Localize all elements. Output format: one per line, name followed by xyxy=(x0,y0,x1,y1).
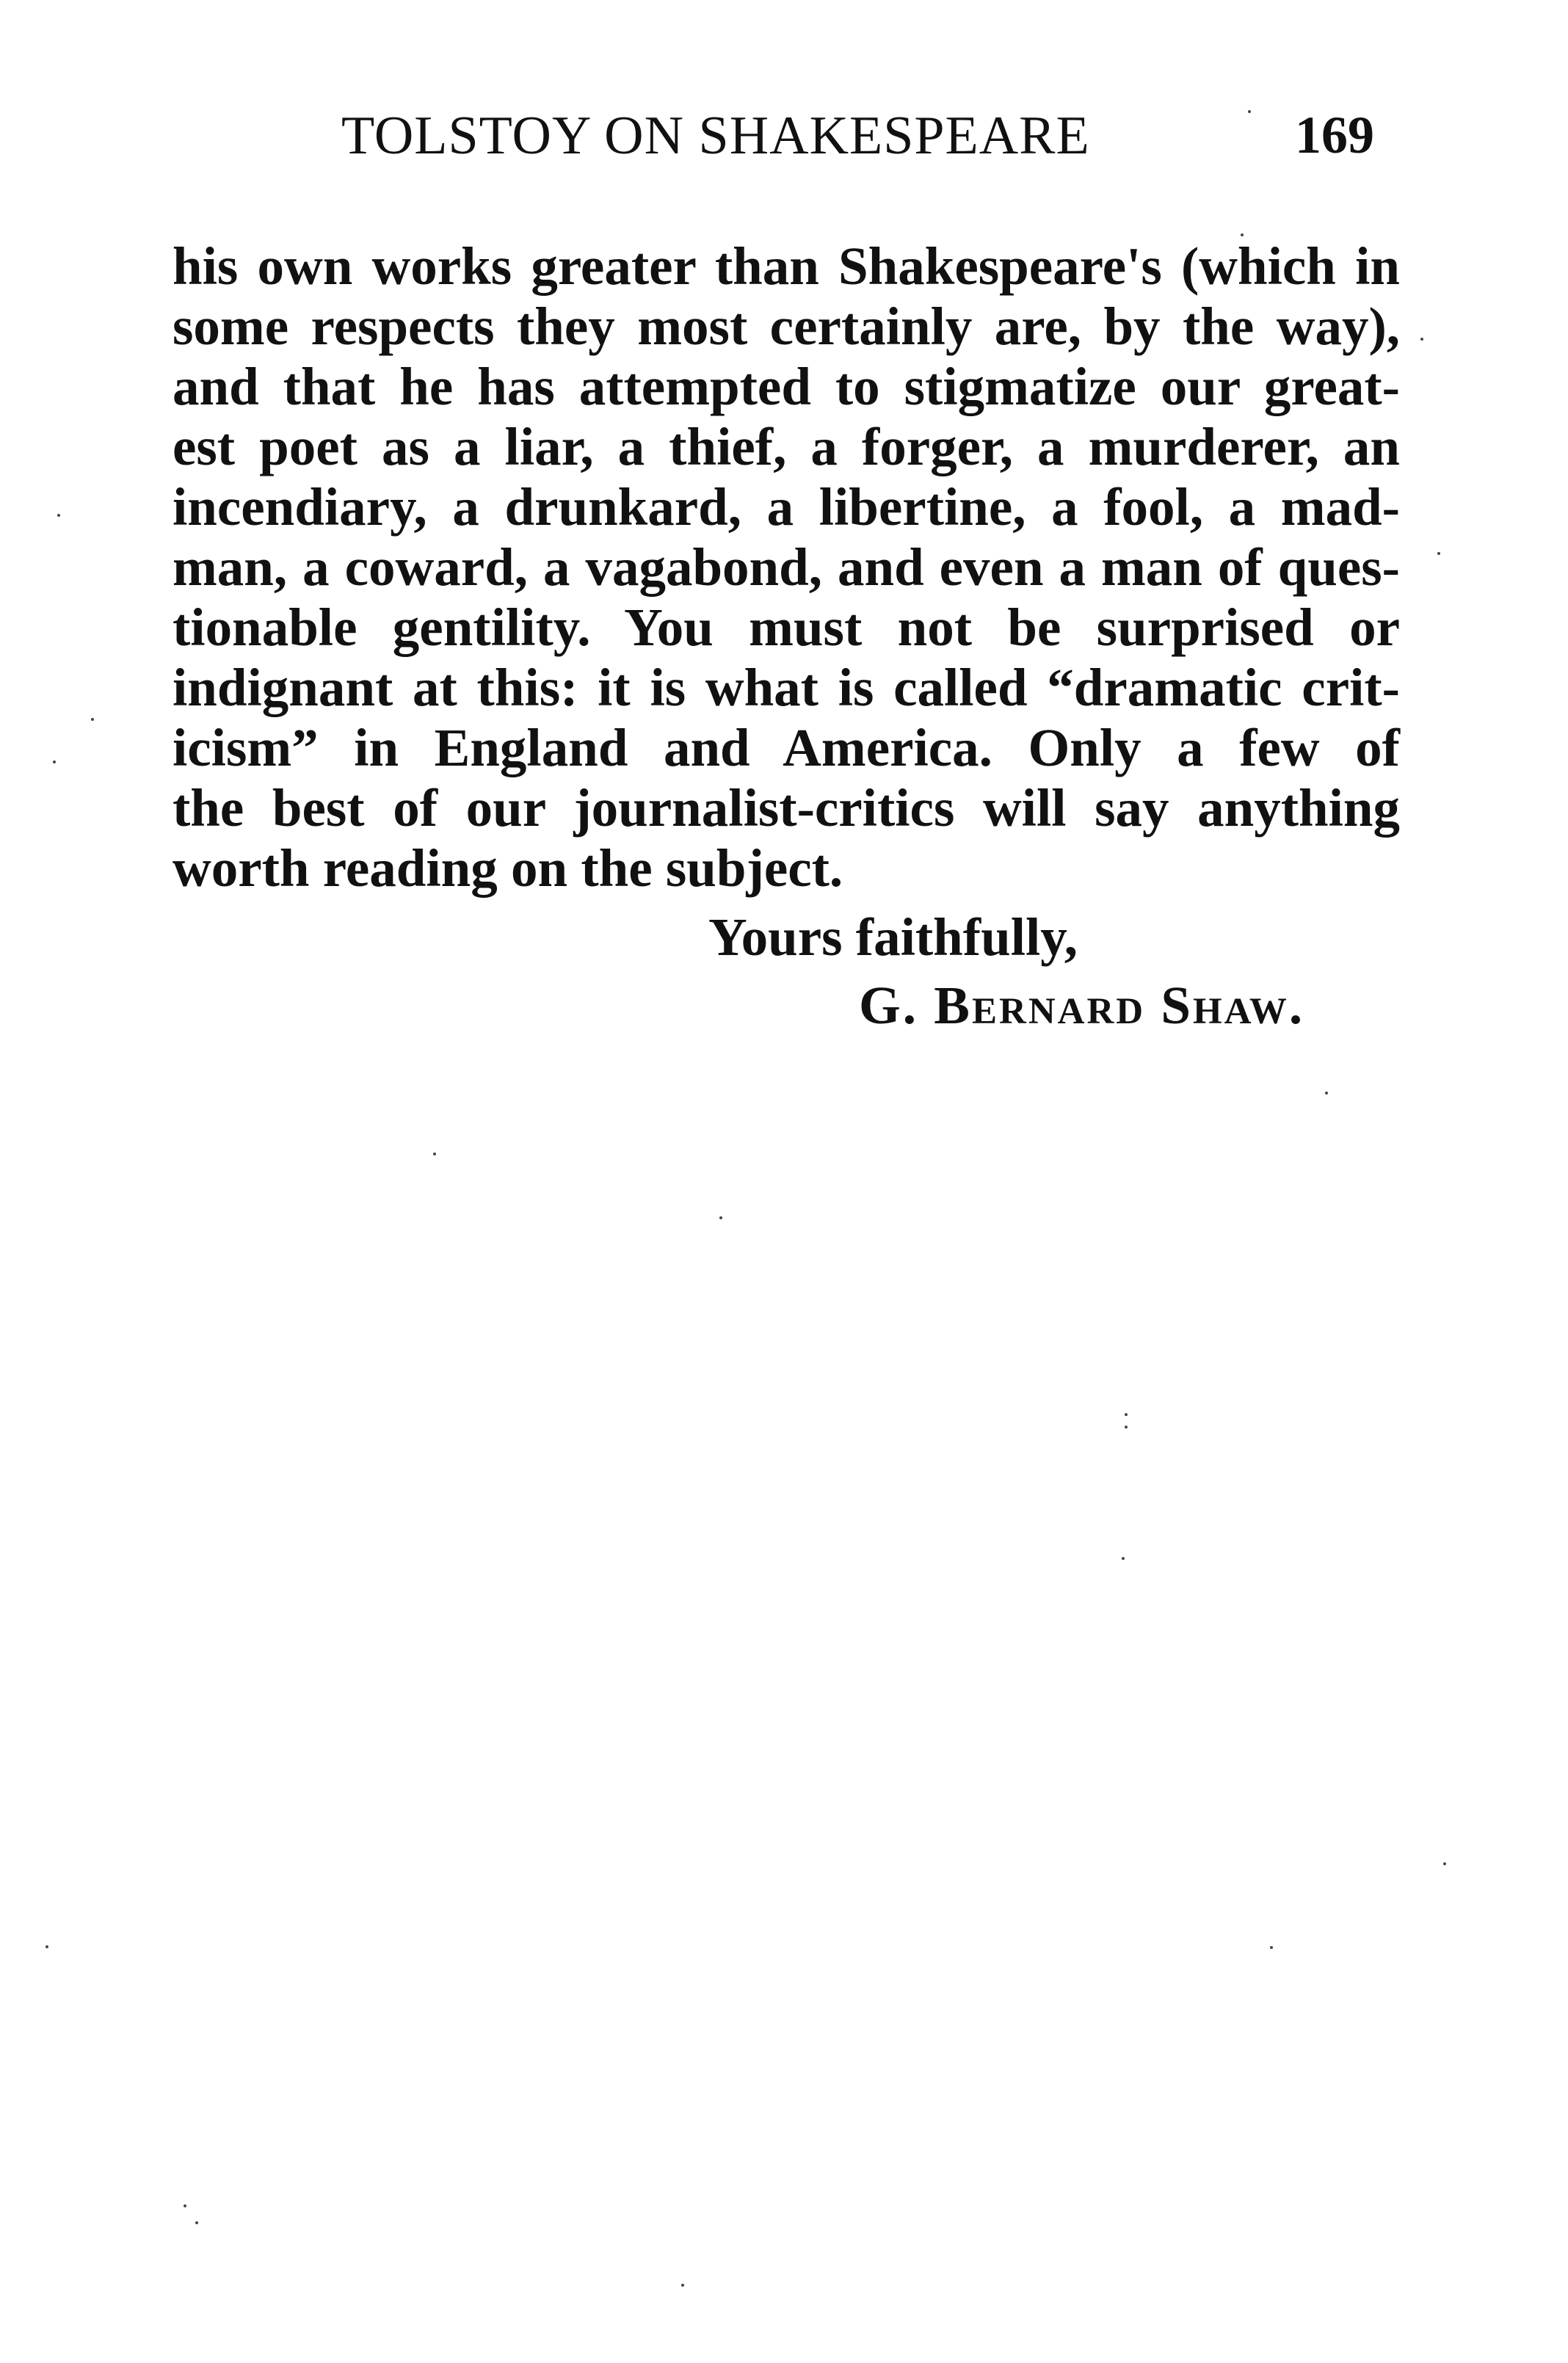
scan-speck xyxy=(1443,1862,1446,1865)
scan-speck xyxy=(433,1153,436,1155)
letter-signature: G. Bernard Shaw. xyxy=(859,976,1305,1035)
scan-speck xyxy=(1420,338,1423,341)
scan-speck xyxy=(1125,1426,1128,1429)
running-head: TOLSTOY ON SHAKESPEARE xyxy=(341,106,1090,166)
scan-speck xyxy=(184,2204,186,2207)
letter-body xyxy=(173,236,1400,899)
page-number: 169 xyxy=(1295,106,1374,164)
body-line: his own works greater than Shakespeare's (which in xyxy=(173,236,1400,296)
scan-speck xyxy=(1248,110,1251,113)
scan-speck xyxy=(681,2284,684,2287)
body-line: worth reading on the subject. xyxy=(173,838,843,898)
body-line: the best of our journalist-critics will say anything xyxy=(173,778,1400,838)
scan-speck xyxy=(57,514,60,517)
scan-speck xyxy=(53,761,56,763)
letter-closing: Yours faithfully, xyxy=(708,907,1078,967)
body-line: some respects they most certainly are, by the way), xyxy=(173,297,1400,356)
body-line: indignant at this: it is what is called “dramatic crit- xyxy=(173,658,1400,717)
scan-speck xyxy=(1437,552,1440,555)
scan-speck xyxy=(1325,1092,1328,1095)
scan-speck xyxy=(1241,233,1244,236)
scan-speck xyxy=(91,718,94,721)
body-line: tionable gentility. You must not be surprised or xyxy=(173,598,1400,657)
scan-speck xyxy=(1270,1946,1273,1949)
scan-speck xyxy=(1125,1413,1128,1416)
body-line: man, a coward, a vagabond, and even a man of ques- xyxy=(173,537,1400,597)
scan-speck xyxy=(46,1945,48,1948)
scan-speck xyxy=(719,1216,722,1219)
scan-speck xyxy=(1122,1557,1125,1560)
body-line: icism” in England and America. Only a few of xyxy=(173,718,1400,777)
scan-speck xyxy=(195,2221,198,2224)
body-line: est poet as a liar, a thief, a forger, a murderer, an xyxy=(173,417,1400,476)
body-line: and that he has attempted to stigmatize our great- xyxy=(173,357,1400,416)
body-line: incendiary, a drunkard, a libertine, a fool, a mad- xyxy=(173,477,1400,537)
